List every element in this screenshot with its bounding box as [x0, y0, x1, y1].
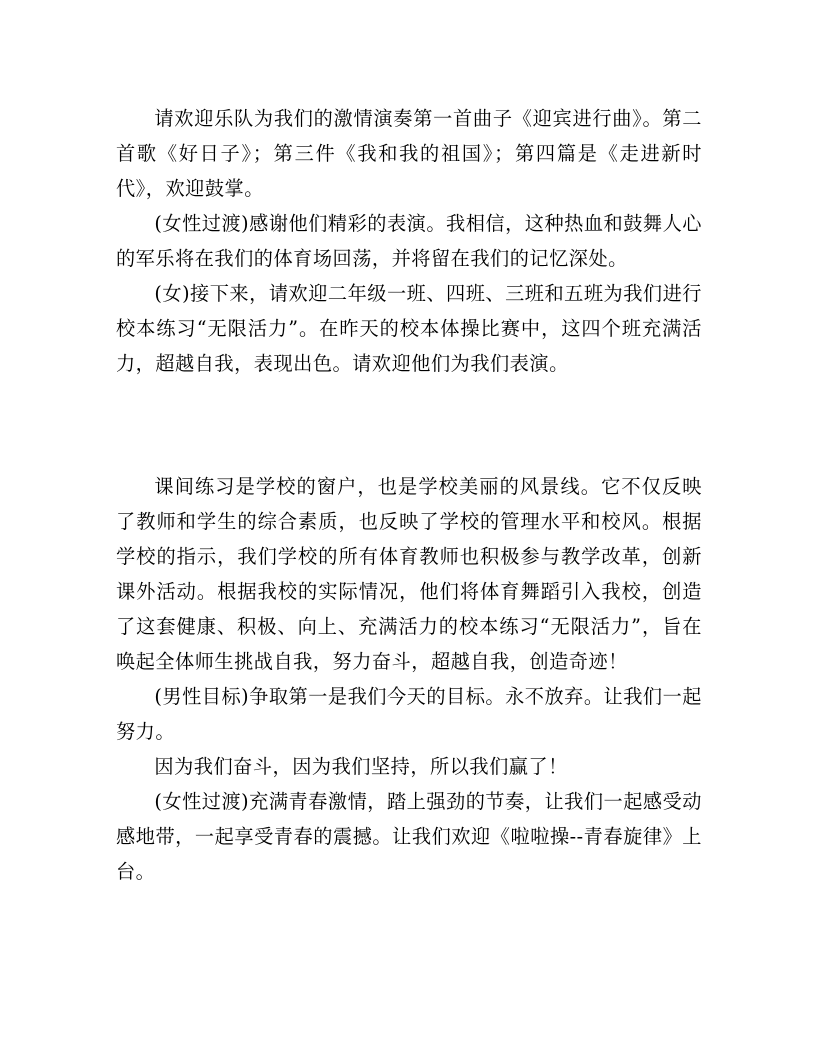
paragraph: (女)接下来，请欢迎二年级一班、四班、三班和五班为我们进行校本练习“无限活力”。在昨天的校本体操比赛中，这四个班充满活力，超越自我，表现出色。请欢迎他们为我们表演。 — [116, 282, 702, 375]
paragraph: 课间练习是学校的窗户，也是学校美丽的风景线。它不仅反映了教师和学生的综合素质，也反映了学校的管理水平和校风。根据学校的指示，我们学校的所有体育教师也积极参与教学改革，创新课外活动。根据我校的实际情况，他们将体育舞蹈引入我校，创造了这套健康、积极、向上、充满活力的校本练习“无限活力”，旨在唤起全体师生挑战自我，努力奋斗，超越自我，创造奇迹！ — [116, 475, 702, 673]
paragraph: 因为我们奋斗，因为我们坚持，所以我们赢了！ — [154, 755, 568, 778]
paragraph: (女性过渡)感谢他们精彩的表演。我相信，这种热血和鼓舞人心的军乐将在我们的体育场回荡，并将留在我们的记忆深处。 — [116, 212, 702, 270]
paragraph: 请欢迎乐队为我们的激情演奏第一首曲子《迎宾进行曲》。第二首歌《好日子》；第三件《我和我的祖国》；第四篇是《走进新时代》，欢迎鼓掌。 — [116, 107, 702, 200]
section-1 — [116, 101, 702, 381]
paragraph: (女性过渡)充满青春激情，踏上强劲的节奏，让我们一起感受动感地带，一起享受青春的震撼。让我们欢迎《啦啦操--青春旋律》上台。 — [116, 790, 702, 883]
section-2 — [116, 469, 702, 889]
paragraph: (男性目标)争取第一是我们今天的目标。永不放弃。让我们一起努力。 — [116, 685, 702, 743]
